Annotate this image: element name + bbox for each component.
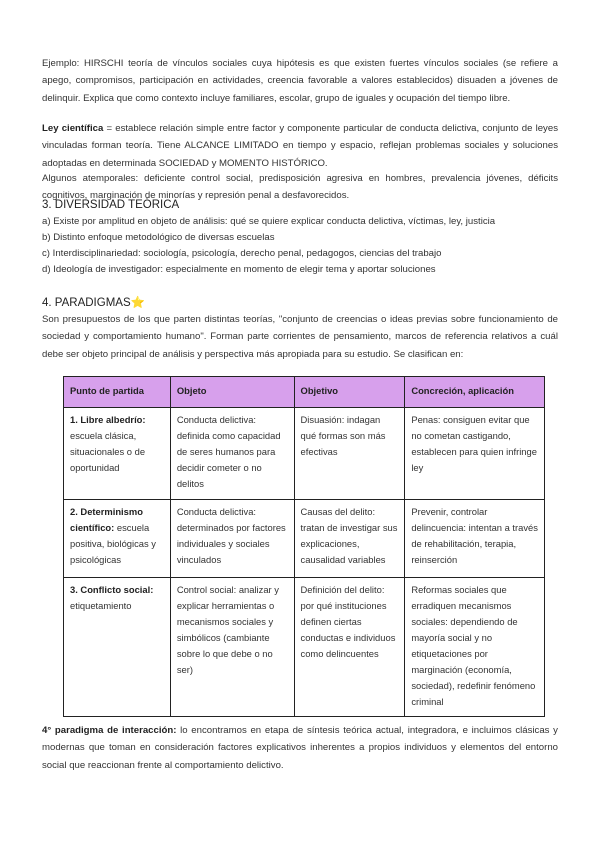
table-row [64,500,545,578]
list-item: c) Interdisciplinariedad: sociología, psicología, derecho penal, pedagogos, ciencias del trabajo [42,248,442,259]
header-objetivo: Objetivo [294,377,405,408]
cell-punto [64,578,171,717]
header-concrecion: Concreción, aplicación [405,377,545,408]
cell-punto [64,500,171,578]
list-item: d) Ideología de investigador: especialmente en momento de elegir tema y aportar soluciones [42,264,436,275]
table-row [64,408,545,500]
hirschi-example-paragraph [42,55,558,107]
ley-text [42,120,558,172]
header-objeto: Objeto [170,377,294,408]
cell-concrecion: Penas: consiguen evitar que no cometan castigando, establecen para quien infringe ley [405,408,545,500]
ley-label: Ley científica [42,123,104,134]
row-label-rest: etiquetamiento [70,600,132,611]
list-item: a) Existe por amplitud en objeto de análisis: qué se quiere explicar conducta delictiva, víctimas, ley, justicia [42,216,496,227]
paradigmas-paragraph [42,311,558,363]
row-label: 1. Libre albedrío: [70,414,146,425]
example-text: Ejemplo: HIRSCHI teoría de vínculos sociales cuya hipótesis es que existen fuertes vínculos sociales (se refiere a apego, compromisos, participación en actividades, creencia favorable a valores establecidos) disuaden a jóvenes de delinquir. Explica que como contexto incluye familiares, escolar, grupo de iguales y ocupación del tiempo libre. [42,58,558,104]
cuarto-paradigma-paragraph [42,722,558,774]
section-4-heading [42,295,145,309]
list-item: b) Distinto enfoque metodológico de diversas escuelas [42,232,275,243]
ley-body: = establece relación simple entre factor y componente particular de conducta delictiva, conjunto de leyes vinculadas forman teoría. Tiene ALCANCE LIMITADO en tiempo y espacio, reflejan problemas sociales y soluciones adoptadas en determinada SOCIEDAD y MOMENTO HISTÓRICO. [42,123,558,169]
cell-objetivo: Causas del delito: tratan de investigar sus explicaciones, causalidad variables [294,500,405,578]
ley-cientifica-paragraph [42,120,558,204]
header-punto-de-partida: Punto de partida [64,377,171,408]
cell-objetivo: Definición del delito: por qué instituciones definen ciertas conductas e individuos como delincuentes [294,578,405,717]
cuarto-text [42,722,558,774]
row-label: 2. Determinismo científico: [70,506,143,533]
paradigmas-text: Son presupuestos de los que parten distintas teorías, "conjunto de creencias o ideas previas sobre funcionamiento de sociedad y comportamiento humano". Forman parte corrientes de pensamiento, marcos de referencia relativos a cuál debe ser objeto principal de análisis y perspectiva más apropiada para su estudio. Se clasifican en: [42,314,558,360]
row-label: 3. Conflicto social: [70,584,154,595]
paradigmas-table [63,376,545,717]
section-3-list [42,214,558,278]
cell-punto [64,408,171,500]
cuarto-body: lo encontramos en etapa de síntesis teórica actual, integradora, e incluimos clásicas y modernas que toman en consideración factores explicativos inherentes a propios individuos y elementos del entorno social que reaccionan frente al comportamiento delictivo. [42,725,558,771]
cell-objetivo: Disuasión: indagan qué formas son más efectivas [294,408,405,500]
atemporales-text: Algunos atemporales: deficiente control social, predisposición agresiva en hombres, prevalencia jóvenes, déficits cognitivos, marginación de minorías y represión penal a desfavorecidos. [42,172,558,202]
star-icon: ⭐ [130,297,145,309]
cuarto-label: 4° paradigma de interacción: [42,725,177,736]
section-4-title: 4. PARADIGMAS [42,297,131,309]
row-label-rest: escuela positiva, biológicas y psicológicas [70,522,156,565]
cell-concrecion: Prevenir, controlar delincuencia: intentan a través de rehabilitación, terapia, reinserción [405,500,545,578]
table-header-row [64,377,545,408]
section-3-heading: 3. DIVERSIDAD TEÓRICA [42,199,180,211]
cell-objeto: Control social: analizar y explicar herramientas o mecanismos sociales y simbólicos (cambiante sobre lo que debe o no ser) [170,578,294,717]
cell-objeto: Conducta delictiva: definida como capacidad de seres humanos para decidir cometer o no delitos [170,408,294,500]
cell-objeto: Conducta delictiva: determinados por factores individuales y sociales vinculados [170,500,294,578]
cell-concrecion: Reformas sociales que erradiquen mecanismos sociales: dependiendo de mayoría social y no etiquetaciones por marginación (economía, sociedad), redefinir fenómeno criminal [405,578,545,717]
row-label-rest: escuela clásica, situacionales o de oportunidad [70,430,146,473]
table-row [64,578,545,717]
